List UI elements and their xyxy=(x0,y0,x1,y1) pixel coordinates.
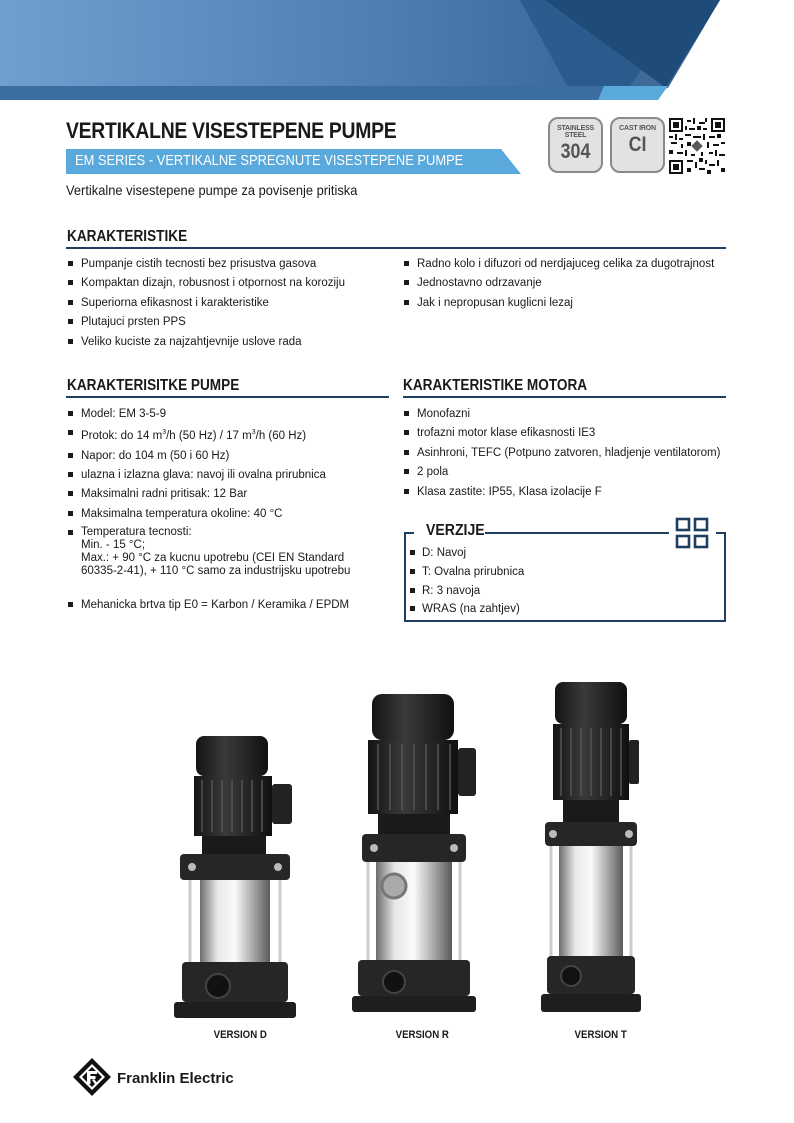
list-item: ulazna i izlazna glava: navoj ili ovalna prirubnica xyxy=(68,468,350,482)
list-item-temperature xyxy=(68,526,350,578)
pump-specs-list xyxy=(68,407,350,618)
header-banner xyxy=(0,0,794,100)
franklin-electric-logo-icon xyxy=(72,1057,112,1097)
grid-icon xyxy=(674,517,710,549)
list-item: Monofazni xyxy=(404,407,720,421)
list-item: Plutajuci prsten PPS xyxy=(68,315,345,329)
features-list-right xyxy=(404,257,714,315)
list-item: Mehanicka brtva tip E0 = Karbon / Keramika / EPDM xyxy=(68,598,350,612)
section-heading-pump: KARAKTERISITKE PUMPE xyxy=(67,377,240,394)
list-item: Kompaktan dizajn, robusnost i otpornost na koroziju xyxy=(68,276,345,290)
list-item: Superiorna efikasnost i karakteristike xyxy=(68,296,345,310)
badge-value: 304 xyxy=(560,140,591,163)
versions-box-top-edge xyxy=(485,532,669,534)
list-item: Model: EM 3-5-9 xyxy=(68,407,350,421)
list-item: Veliko kuciste za najzahtjevnije uslove rada xyxy=(68,335,345,349)
badge-label: STAINLESS STEEL xyxy=(557,125,594,139)
versions-list xyxy=(410,546,524,621)
list-item: Klasa zastite: IP55, Klasa izolacije F xyxy=(404,485,720,499)
page-subtitle: EM SERIES - VERTIKALNE SPREGNUTE VISESTEPENE PUMPE xyxy=(75,152,464,169)
list-item: Maksimalni radni pritisak: 12 Bar xyxy=(68,487,350,501)
versions-heading: VERZIJE xyxy=(426,522,485,539)
temp-line: Min. - 15 °C; xyxy=(81,539,146,552)
section-divider xyxy=(66,247,726,249)
caption-version-d: VERSION D xyxy=(213,1029,267,1041)
flow-text-c: /h (60 Hz) xyxy=(255,430,307,443)
pump-image-version-r xyxy=(350,690,478,1016)
badge-label: CAST IRON xyxy=(619,125,656,132)
list-item: Jednostavno odrzavanje xyxy=(404,276,714,290)
list-item: Pumpanje cistih tecnosti bez prisustva gasova xyxy=(68,257,345,271)
section-heading-motor: KARAKTERISTIKE MOTORA xyxy=(403,377,588,394)
brand-name: Franklin Electric xyxy=(117,1070,234,1087)
flow-text-b: /h (50 Hz) / 17 m xyxy=(166,430,252,443)
features-list-left xyxy=(68,257,345,354)
list-item-flow xyxy=(68,426,350,443)
caption-version-r: VERSION R xyxy=(395,1029,449,1041)
pump-image-version-d xyxy=(172,732,298,1022)
list-item: Jak i nepropusan kuglicni lezaj xyxy=(404,296,714,310)
motor-specs-list xyxy=(404,407,720,504)
flow-text-a: Protok: do 14 m xyxy=(81,430,163,443)
versions-box-top-edge xyxy=(716,532,726,534)
cubic-superscript: 3 xyxy=(162,429,167,437)
qr-code[interactable] xyxy=(669,118,725,174)
section-divider xyxy=(66,396,389,398)
cubic-superscript: 3 xyxy=(251,429,256,437)
cast-iron-badge xyxy=(610,117,665,173)
list-item: Maksimalna temperatura okoline: 40 °C xyxy=(68,507,350,521)
stainless-steel-badge xyxy=(548,117,603,173)
page-title: VERTIKALNE VISESTEPENE PUMPE xyxy=(66,118,397,143)
section-divider xyxy=(403,396,726,398)
temp-line: Temperatura tecnosti: xyxy=(81,526,192,539)
caption-version-t: VERSION T xyxy=(574,1029,627,1041)
badge-value: CI xyxy=(628,133,647,156)
page-tagline: Vertikalne visestepene pumpe za povisenje pritiska xyxy=(66,182,358,198)
list-item: D: Navoj xyxy=(410,546,524,560)
temp-line: Max.: + 90 °C za kucnu upotrebu (CEI EN Standard xyxy=(81,552,345,565)
list-item: WRAS (na zahtjev) xyxy=(410,602,524,616)
pump-image-version-t xyxy=(541,680,641,1016)
section-heading-karakteristike: KARAKTERISTIKE xyxy=(67,228,188,245)
list-item: 2 pola xyxy=(404,465,720,479)
list-item: Asinhroni, TEFC (Potpuno zatvoren, hladjenje ventilatorom) xyxy=(404,446,720,460)
temp-line: 60335-2-41), + 110 °C samo za industrijsku upotrebu xyxy=(81,565,351,578)
list-item: Napor: do 104 m (50 i 60 Hz) xyxy=(68,449,350,463)
list-item: trofazni motor klase efikasnosti IE3 xyxy=(404,426,720,440)
list-item: Radno kolo i difuzori od nerdjajuceg celika za dugotrajnost xyxy=(404,257,714,271)
versions-box-top-edge xyxy=(404,532,414,534)
list-item: T: Ovalna prirubnica xyxy=(410,565,524,579)
list-item: R: 3 navoja xyxy=(410,584,524,598)
